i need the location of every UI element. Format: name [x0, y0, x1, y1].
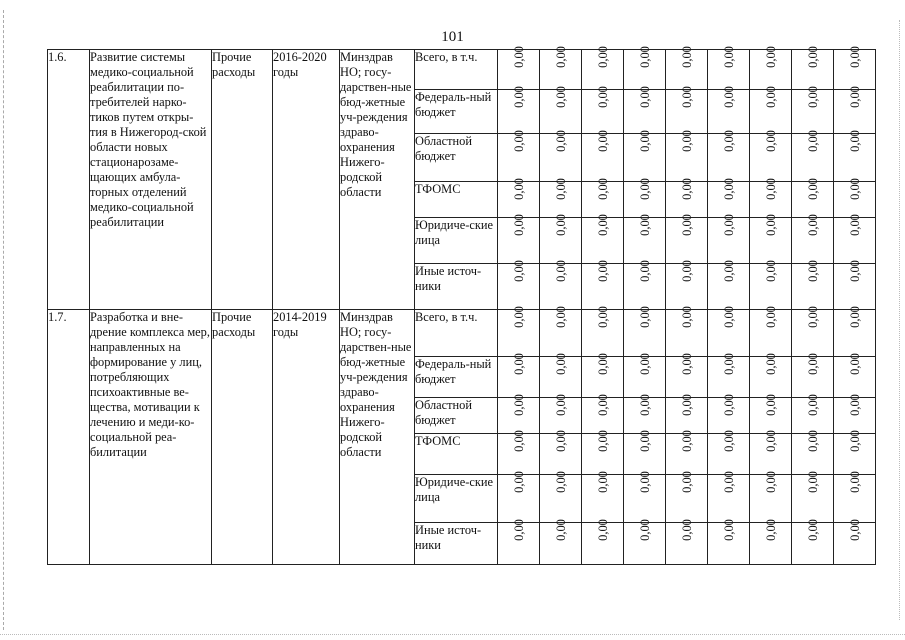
funding-value-cell	[792, 352, 834, 397]
funding-value: 0,00	[763, 214, 778, 236]
funding-value: 0,00	[805, 214, 820, 236]
funding-source: ТФОМС	[415, 434, 498, 475]
funding-value: 0,00	[805, 471, 820, 494]
funding-value: 0,00	[847, 260, 862, 283]
funding-source: Иные источ-ники	[415, 264, 498, 310]
funding-value: 0,00	[763, 518, 778, 541]
funding-value-cell	[582, 394, 624, 433]
funding-value-cell	[540, 130, 582, 181]
table-row	[48, 50, 876, 90]
funding-value-cell	[582, 86, 624, 134]
funding-value: 0,00	[721, 352, 736, 375]
implementation-period: 2016-2020 годы	[273, 50, 340, 310]
funding-value: 0,00	[679, 214, 694, 236]
funding-value: 0,00	[637, 214, 652, 236]
funding-value: 0,00	[763, 46, 778, 68]
funding-value-cell	[666, 518, 708, 564]
funding-value-cell	[624, 352, 666, 397]
funding-value-cell	[540, 352, 582, 397]
funding-value-cell	[708, 260, 750, 310]
funding-value-cell	[834, 214, 876, 263]
funding-value-cell	[540, 177, 582, 217]
funding-value-cell	[666, 46, 708, 90]
funding-value-cell	[750, 306, 792, 356]
funding-source: Юридиче-ские лица	[415, 475, 498, 522]
funding-value: 0,00	[637, 177, 652, 200]
expense-type: Прочие расходы	[212, 310, 273, 565]
table-body	[48, 46, 876, 565]
funding-value-cell	[834, 86, 876, 134]
funding-value-cell	[498, 46, 540, 90]
funding-value-cell	[666, 306, 708, 356]
funding-value-cell	[498, 214, 540, 263]
funding-value: 0,00	[763, 471, 778, 494]
funding-value: 0,00	[805, 430, 820, 453]
funding-source: Всего, в т.ч.	[415, 310, 498, 356]
funding-value: 0,00	[679, 306, 694, 329]
funding-value-cell	[708, 177, 750, 217]
funding-value: 0,00	[637, 518, 652, 541]
funding-value: 0,00	[763, 130, 778, 153]
funding-value-cell	[708, 214, 750, 263]
item-number: 1.6.	[48, 50, 90, 310]
funding-value-cell	[792, 130, 834, 181]
funding-value-cell	[750, 394, 792, 433]
funding-value-cell	[540, 471, 582, 522]
funding-value: 0,00	[511, 86, 526, 109]
funding-value-cell	[834, 130, 876, 181]
funding-value-cell	[666, 214, 708, 263]
funding-value-cell	[582, 130, 624, 181]
funding-value: 0,00	[595, 214, 610, 236]
funding-value-cell	[792, 214, 834, 263]
funding-value: 0,00	[637, 430, 652, 453]
funding-value: 0,00	[511, 177, 526, 200]
funding-source: ТФОМС	[415, 181, 498, 217]
item-name: Разработка и вне-дрение комплекса мер, направленных на формирование у лиц, потребляющих психоактивные ве-щества, мотивации к лечению и меди-ко-социальной реа-билитации	[90, 310, 212, 565]
funding-value: 0,00	[721, 130, 736, 153]
funding-value-cell	[750, 86, 792, 134]
funding-value: 0,00	[553, 518, 568, 541]
funding-value-cell	[540, 394, 582, 433]
funding-value: 0,00	[679, 86, 694, 109]
funding-value: 0,00	[679, 177, 694, 200]
expense-type: Прочие расходы	[212, 50, 273, 310]
funding-value: 0,00	[805, 86, 820, 109]
item-name: Развитие системы медико-социальной реабилитации по-требителей нарко-тиков путем откры-тия в Нижегород-ской области новых стационарозаме-щающих амбула-торных отделений медико-социальной реабилитации	[90, 50, 212, 310]
funding-value: 0,00	[595, 518, 610, 541]
funding-value-cell	[624, 177, 666, 217]
funding-value-cell	[540, 86, 582, 134]
funding-value: 0,00	[721, 46, 736, 68]
funding-value-cell	[498, 260, 540, 310]
funding-value: 0,00	[553, 471, 568, 494]
funding-value-cell	[666, 394, 708, 433]
funding-value-cell	[792, 177, 834, 217]
funding-value-cell	[750, 518, 792, 564]
funding-value: 0,00	[511, 394, 526, 416]
funding-value-cell	[750, 214, 792, 263]
page-number: 101	[441, 29, 464, 45]
funding-value: 0,00	[511, 46, 526, 68]
funding-value: 0,00	[847, 46, 862, 68]
funding-value-cell	[582, 214, 624, 263]
funding-value: 0,00	[679, 518, 694, 541]
funding-value-cell	[792, 471, 834, 522]
funding-value-cell	[708, 352, 750, 397]
funding-value-cell	[750, 352, 792, 397]
funding-value: 0,00	[721, 86, 736, 109]
funding-value-cell	[834, 518, 876, 564]
funding-value-cell	[498, 394, 540, 433]
funding-value: 0,00	[595, 306, 610, 329]
funding-value: 0,00	[763, 260, 778, 283]
funding-value-cell	[792, 260, 834, 310]
funding-value: 0,00	[847, 214, 862, 236]
funding-value: 0,00	[805, 177, 820, 200]
funding-value: 0,00	[805, 130, 820, 153]
funding-value-cell	[624, 518, 666, 564]
funding-source: Областной бюджет	[415, 397, 498, 433]
funding-value-cell	[540, 260, 582, 310]
funding-value: 0,00	[805, 46, 820, 68]
funding-value-cell	[666, 352, 708, 397]
funding-value-cell	[498, 306, 540, 356]
funding-value: 0,00	[511, 518, 526, 541]
funding-value: 0,00	[595, 86, 610, 109]
funding-value-cell	[792, 430, 834, 475]
funding-value-cell	[792, 46, 834, 90]
funding-source: Всего, в т.ч.	[415, 50, 498, 90]
funding-value-cell	[582, 46, 624, 90]
funding-value-cell	[834, 394, 876, 433]
funding-value-cell	[540, 214, 582, 263]
funding-value: 0,00	[553, 86, 568, 109]
funding-value: 0,00	[679, 394, 694, 416]
funding-value: 0,00	[721, 214, 736, 236]
funding-value-cell	[540, 430, 582, 475]
funding-value: 0,00	[637, 46, 652, 68]
funding-value-cell	[834, 352, 876, 397]
funding-source: Федераль-ный бюджет	[415, 90, 498, 134]
funding-value: 0,00	[637, 260, 652, 283]
funding-value: 0,00	[805, 260, 820, 283]
funding-value: 0,00	[847, 518, 862, 541]
funding-value-cell	[750, 46, 792, 90]
funding-value: 0,00	[679, 430, 694, 453]
funding-value: 0,00	[637, 471, 652, 494]
funding-value: 0,00	[721, 177, 736, 200]
funding-value-cell	[498, 86, 540, 134]
funding-value: 0,00	[637, 394, 652, 416]
funding-value: 0,00	[511, 130, 526, 153]
funding-value: 0,00	[595, 46, 610, 68]
funding-value-cell	[624, 471, 666, 522]
funding-value: 0,00	[595, 177, 610, 200]
funding-value-cell	[792, 394, 834, 433]
funding-value-cell	[708, 306, 750, 356]
funding-value: 0,00	[721, 518, 736, 541]
funding-value-cell	[498, 130, 540, 181]
funding-value: 0,00	[763, 86, 778, 109]
funding-value-cell	[624, 214, 666, 263]
funding-value: 0,00	[553, 46, 568, 68]
funding-value-cell	[582, 518, 624, 564]
funding-value-cell	[582, 306, 624, 356]
funding-value: 0,00	[511, 214, 526, 236]
page-left-edge	[3, 10, 4, 630]
funding-value-cell	[624, 430, 666, 475]
table-row	[48, 310, 876, 356]
funding-value: 0,00	[847, 394, 862, 416]
funding-value: 0,00	[511, 306, 526, 329]
funding-value-cell	[708, 471, 750, 522]
funding-value: 0,00	[847, 86, 862, 109]
page-bottom-edge	[0, 634, 905, 635]
funding-value: 0,00	[721, 306, 736, 329]
funding-value-cell	[498, 352, 540, 397]
funding-value-cell	[624, 46, 666, 90]
funding-value: 0,00	[847, 471, 862, 494]
funding-value: 0,00	[511, 352, 526, 375]
funding-value: 0,00	[805, 394, 820, 416]
funding-value: 0,00	[721, 471, 736, 494]
funding-value-cell	[708, 86, 750, 134]
funding-value-cell	[624, 394, 666, 433]
funding-value: 0,00	[595, 352, 610, 375]
funding-value-cell	[498, 177, 540, 217]
funding-value: 0,00	[553, 430, 568, 453]
funding-value: 0,00	[763, 430, 778, 453]
funding-value: 0,00	[721, 260, 736, 283]
funding-value-cell	[792, 518, 834, 564]
funding-value: 0,00	[679, 471, 694, 494]
funding-value: 0,00	[553, 214, 568, 236]
funding-value: 0,00	[763, 352, 778, 375]
executor: Минздрав НО; госу-дарствен-ные бюд-жетные уч-реждения здраво-охранения Нижего-родской области	[340, 50, 415, 310]
funding-source: Федераль-ный бюджет	[415, 356, 498, 397]
funding-value-cell	[582, 471, 624, 522]
funding-value: 0,00	[511, 430, 526, 453]
funding-value: 0,00	[721, 394, 736, 416]
funding-value-cell	[708, 46, 750, 90]
funding-value: 0,00	[595, 394, 610, 416]
executor: Минздрав НО; госу-дарствен-ные бюд-жетные уч-реждения здраво-охранения Нижего-родской области	[340, 310, 415, 565]
funding-value: 0,00	[553, 177, 568, 200]
funding-value-cell	[624, 306, 666, 356]
funding-value-cell	[834, 306, 876, 356]
funding-value: 0,00	[637, 306, 652, 329]
page-right-edge	[899, 20, 900, 620]
funding-value-cell	[750, 177, 792, 217]
funding-value-cell	[834, 260, 876, 310]
funding-value-cell	[582, 352, 624, 397]
funding-value-cell	[834, 430, 876, 475]
funding-value-cell	[498, 518, 540, 564]
item-number: 1.7.	[48, 310, 90, 565]
funding-value-cell	[540, 306, 582, 356]
funding-value-cell	[792, 86, 834, 134]
funding-value: 0,00	[511, 471, 526, 494]
funding-value: 0,00	[553, 260, 568, 283]
funding-value: 0,00	[679, 260, 694, 283]
funding-value: 0,00	[805, 518, 820, 541]
funding-value: 0,00	[595, 430, 610, 453]
funding-value-cell	[792, 306, 834, 356]
implementation-period: 2014-2019 годы	[273, 310, 340, 565]
funding-value: 0,00	[763, 394, 778, 416]
funding-value: 0,00	[553, 130, 568, 153]
funding-value-cell	[666, 430, 708, 475]
funding-value-cell	[834, 177, 876, 217]
funding-value: 0,00	[679, 46, 694, 68]
funding-value-cell	[540, 518, 582, 564]
funding-value-cell	[834, 46, 876, 90]
funding-value: 0,00	[679, 352, 694, 375]
funding-value-cell	[666, 260, 708, 310]
funding-value-cell	[750, 430, 792, 475]
funding-value-cell	[708, 130, 750, 181]
funding-value: 0,00	[553, 394, 568, 416]
funding-source: Иные источ-ники	[415, 522, 498, 564]
funding-value: 0,00	[553, 306, 568, 329]
funding-value: 0,00	[637, 86, 652, 109]
funding-value-cell	[750, 130, 792, 181]
funding-value-cell	[540, 46, 582, 90]
funding-value: 0,00	[511, 260, 526, 283]
funding-value: 0,00	[553, 352, 568, 375]
funding-value-cell	[624, 130, 666, 181]
funding-value-cell	[624, 86, 666, 134]
funding-source: Областной бюджет	[415, 134, 498, 181]
funding-value: 0,00	[805, 352, 820, 375]
funding-value: 0,00	[637, 130, 652, 153]
funding-value-cell	[498, 430, 540, 475]
funding-value: 0,00	[679, 130, 694, 153]
funding-value: 0,00	[847, 430, 862, 453]
funding-value-cell	[582, 430, 624, 475]
funding-source: Юридиче-ские лица	[415, 217, 498, 263]
funding-value-cell	[666, 177, 708, 217]
funding-value-cell	[834, 471, 876, 522]
funding-value-cell	[750, 471, 792, 522]
funding-value-cell	[498, 471, 540, 522]
funding-value: 0,00	[763, 177, 778, 200]
funding-value-cell	[750, 260, 792, 310]
funding-value: 0,00	[595, 260, 610, 283]
funding-value: 0,00	[595, 471, 610, 494]
funding-value: 0,00	[595, 130, 610, 153]
funding-value: 0,00	[847, 130, 862, 153]
funding-value: 0,00	[637, 352, 652, 375]
funding-value-cell	[708, 430, 750, 475]
funding-value-cell	[666, 471, 708, 522]
funding-value-cell	[666, 86, 708, 134]
funding-value: 0,00	[847, 306, 862, 329]
funding-value-cell	[666, 130, 708, 181]
funding-value: 0,00	[763, 306, 778, 329]
funding-value: 0,00	[847, 352, 862, 375]
funding-value: 0,00	[805, 306, 820, 329]
funding-value-cell	[708, 518, 750, 564]
funding-value-cell	[582, 260, 624, 310]
funding-value: 0,00	[847, 177, 862, 200]
funding-value-cell	[582, 177, 624, 217]
budget-table	[47, 46, 876, 565]
funding-value-cell	[708, 394, 750, 433]
funding-value: 0,00	[721, 430, 736, 453]
funding-value-cell	[624, 260, 666, 310]
